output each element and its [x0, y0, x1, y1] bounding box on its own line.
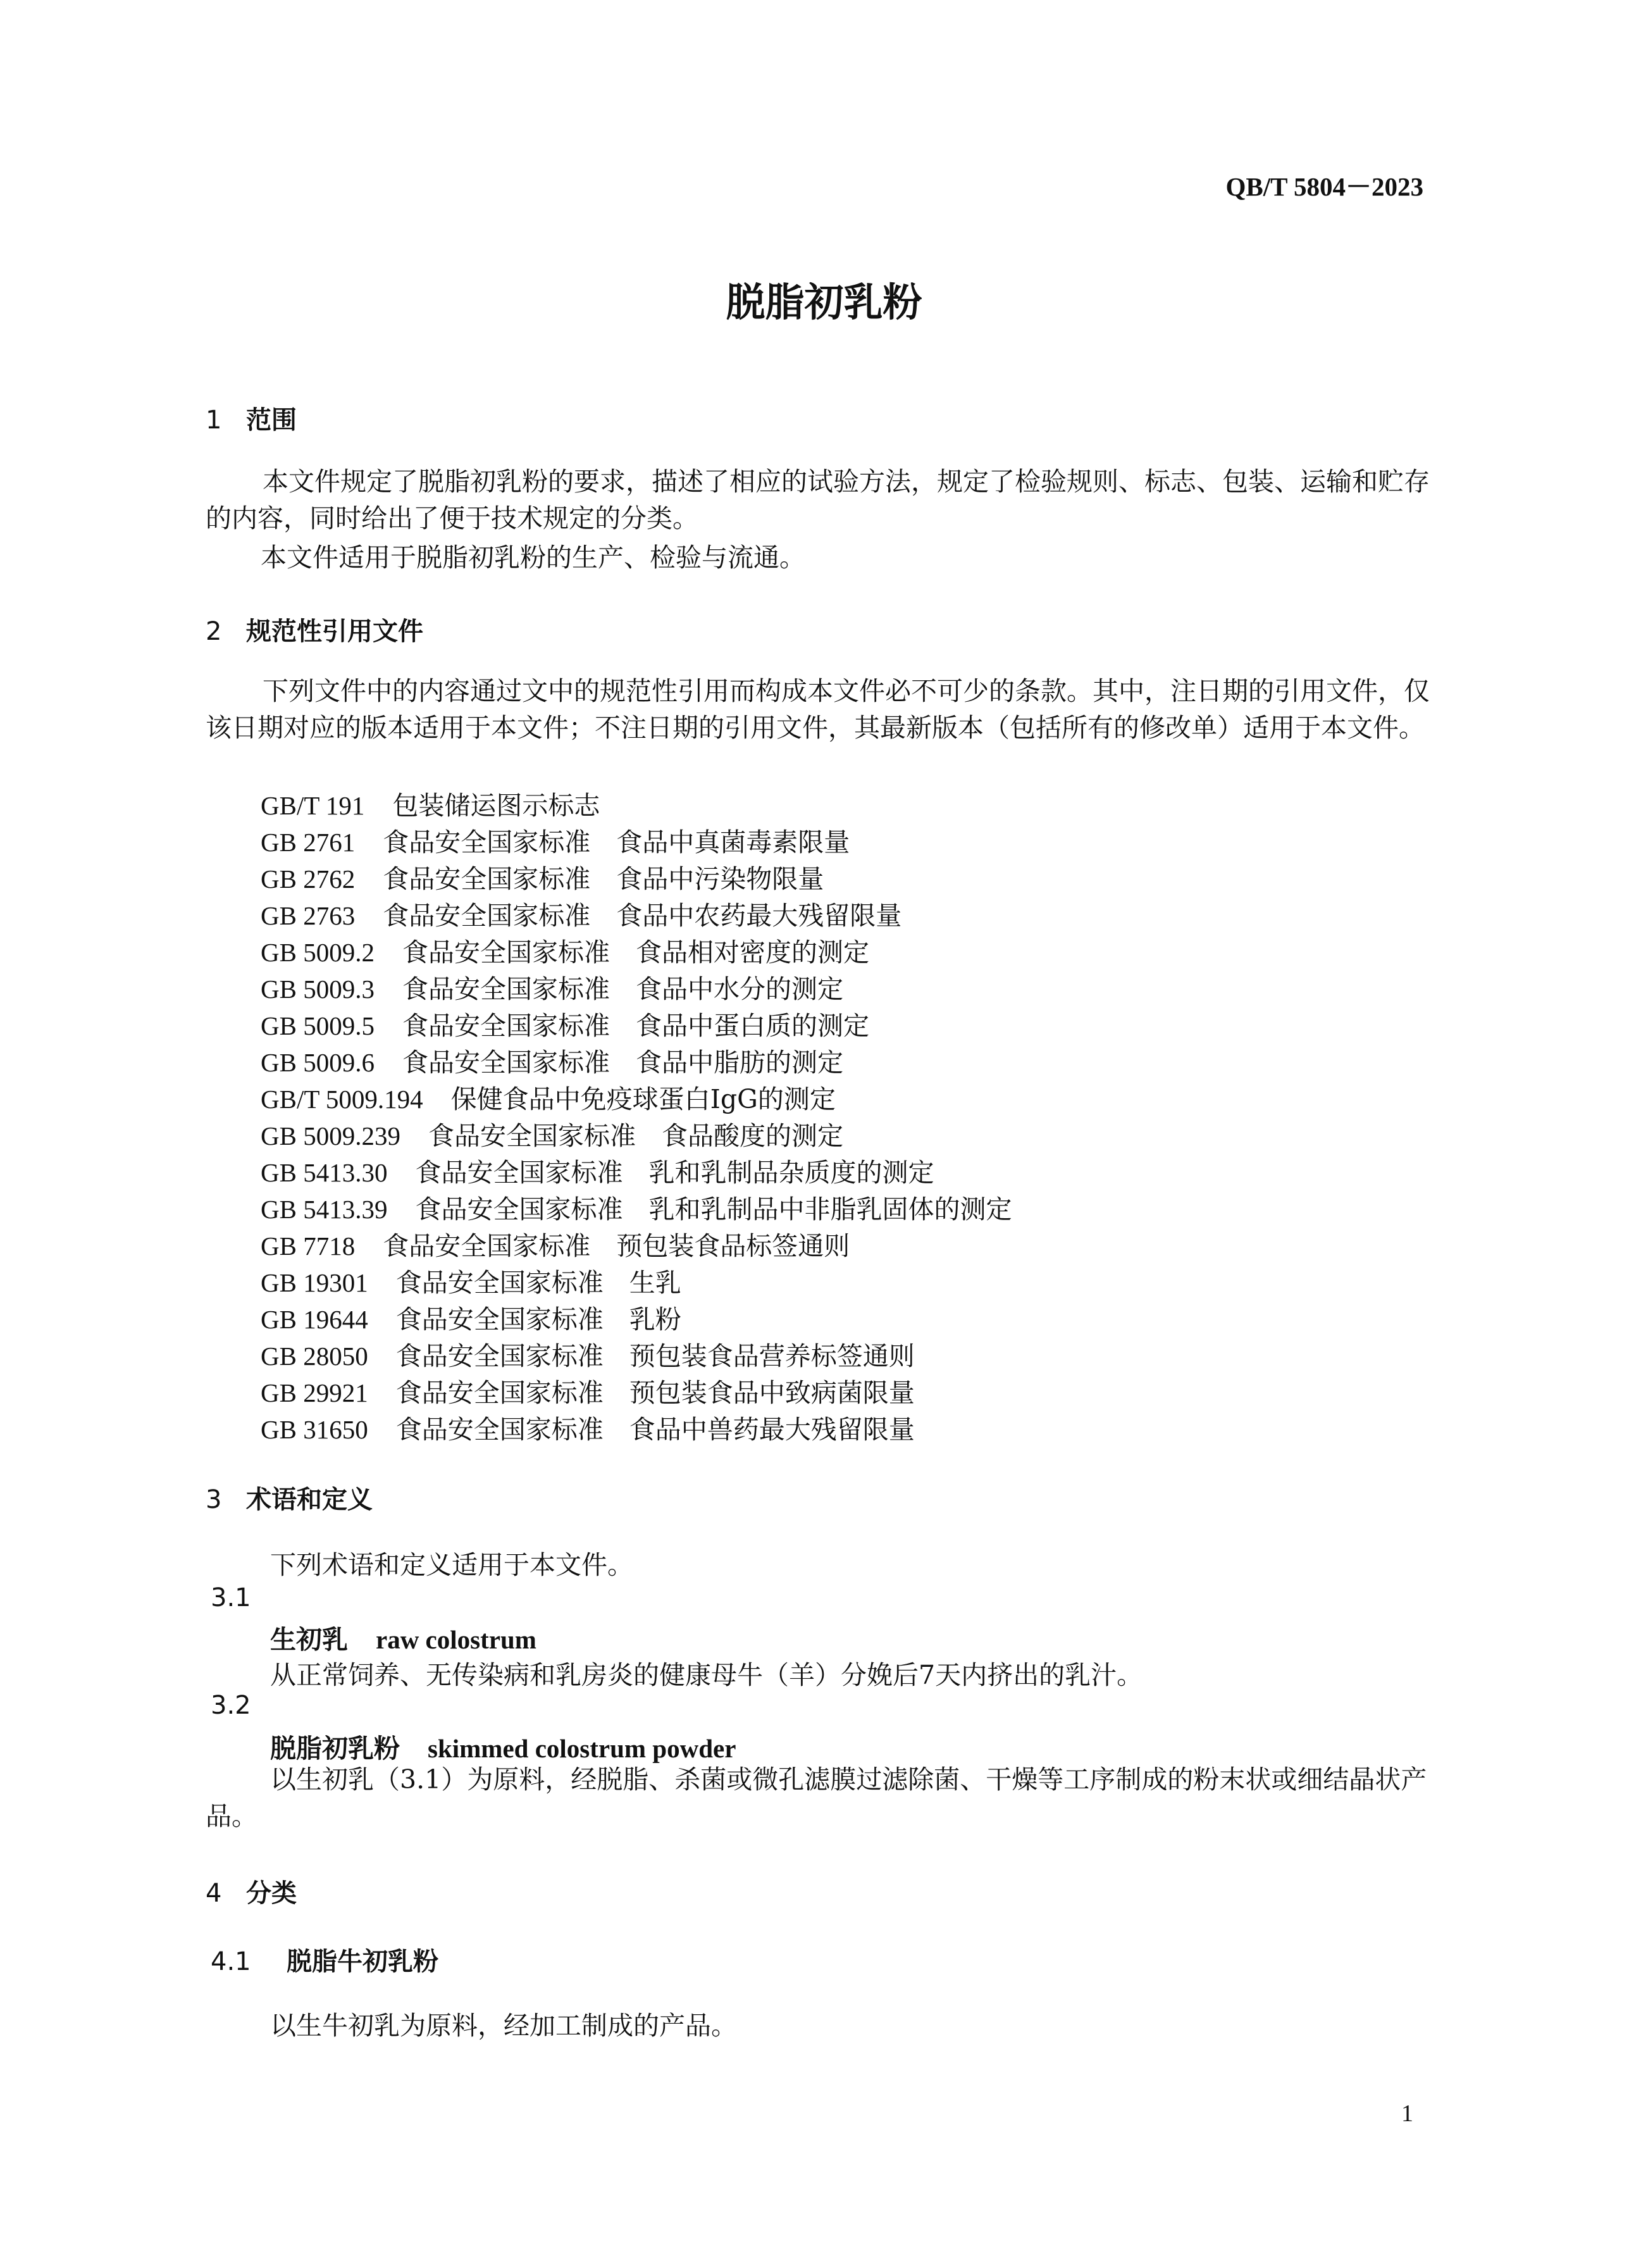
- reference-item: [261, 1335, 915, 1373]
- reference-title: 食品安全国家标准 乳和乳制品中非脂乳固体的测定: [415, 1194, 1012, 1224]
- reference-title: 食品安全国家标准 乳粉: [395, 1304, 681, 1335]
- reference-title: 食品安全国家标准 生乳: [395, 1268, 681, 1298]
- reference-code: GB 28050: [261, 1342, 368, 1371]
- reference-item: [261, 1042, 843, 1079]
- section-3-heading: [206, 1480, 373, 1516]
- term-chinese: 生初乳: [270, 1624, 348, 1655]
- reference-code: GB 5413.30: [261, 1158, 388, 1187]
- section-1-heading: [206, 400, 297, 436]
- term-heading: [270, 1619, 536, 1656]
- section-title: 术语和定义: [246, 1485, 373, 1514]
- term-definition: 从正常饲养、无传染病和乳房炎的健康母牛（羊）分娩后7天内挤出的乳汁。: [270, 1660, 1143, 1690]
- reference-item: [261, 858, 824, 895]
- reference-code: GB 5009.2: [261, 938, 375, 967]
- paragraph-text: 本文件规定了脱脂初乳粉的要求，描述了相应的试验方法，规定了检验规则、标志、包装、运输和贮存的内容，同时给出了便于技术规定的分类。: [206, 466, 1430, 533]
- reference-item: [261, 1372, 915, 1409]
- reference-title: 食品安全国家标准 食品中蛋白质的测定: [402, 1011, 869, 1041]
- reference-code: GB 5009.239: [261, 1121, 400, 1150]
- reference-code: GB 2762: [261, 864, 356, 894]
- section-number: 3: [206, 1485, 222, 1514]
- reference-title: 食品安全国家标准 食品相对密度的测定: [402, 937, 869, 968]
- document-title: 脱脂初乳粉: [726, 279, 922, 325]
- page-number: 1: [1401, 2100, 1413, 2127]
- reference-title: 食品安全国家标准 食品中农药最大残留限量: [383, 900, 902, 931]
- term-english: skimmed colostrum powder: [428, 1734, 736, 1763]
- section-2-heading: [206, 611, 423, 647]
- subsection-4-1-text: 以生牛初乳为原料，经加工制成的产品。: [270, 2010, 737, 2041]
- reference-code: GB 2763: [261, 901, 356, 930]
- reference-code: GB 5009.6: [261, 1048, 375, 1077]
- section-1-paragraph-2: 本文件适用于脱脂初乳粉的生产、检验与流通。: [261, 542, 805, 573]
- reference-title: 食品安全国家标准 食品中脂肪的测定: [402, 1047, 843, 1078]
- section-title: 范围: [246, 406, 297, 435]
- subsection-title: 脱脂牛初乳粉: [287, 1947, 438, 1976]
- reference-code: GB 7718: [261, 1231, 356, 1261]
- reference-code: GB 19644: [261, 1305, 368, 1334]
- section-number: 2: [206, 617, 222, 646]
- reference-code: GB 31650: [261, 1415, 368, 1444]
- section-4-heading: [206, 1873, 297, 1909]
- reference-title: 食品安全国家标准 预包装食品标签通则: [383, 1231, 850, 1261]
- term-definition: [206, 1761, 1439, 1835]
- reference-code: GB/T 5009.194: [261, 1085, 423, 1114]
- reference-title: 食品安全国家标准 食品中真菌毒素限量: [383, 827, 850, 857]
- reference-title: 食品安全国家标准 食品酸度的测定: [428, 1121, 843, 1151]
- reference-code: GB 5009.5: [261, 1011, 375, 1040]
- reference-item: [261, 1409, 915, 1446]
- reference-code: GB 5009.3: [261, 975, 375, 1004]
- section-number: 4: [206, 1879, 222, 1908]
- reference-item: [261, 1152, 934, 1189]
- reference-title: 保健食品中免疫球蛋白IgG的测定: [450, 1084, 836, 1114]
- subsection-number: 4.1: [211, 1947, 251, 1976]
- paragraph-text: 以生初乳（3.1）为原料，经脱脂、杀菌或微孔滤膜过滤除菌、干燥等工序制成的粉末状或细结晶状产品。: [206, 1764, 1427, 1831]
- reference-item: [261, 1188, 1012, 1226]
- section-number: 1: [206, 406, 222, 435]
- term-number: 3.1: [211, 1583, 251, 1612]
- subsection-4-1-heading: [211, 1941, 438, 1978]
- term-english: raw colostrum: [376, 1625, 536, 1654]
- reference-item: [261, 968, 843, 1006]
- term-chinese: 脱脂初乳粉: [270, 1733, 400, 1764]
- reference-title: 食品安全国家标准 食品中污染物限量: [383, 864, 824, 894]
- reference-item: [261, 1005, 869, 1042]
- reference-item: [261, 1262, 681, 1299]
- reference-item: [261, 1225, 850, 1262]
- reference-code: GB 5413.39: [261, 1195, 388, 1224]
- reference-title: 食品安全国家标准 乳和乳制品杂质度的测定: [415, 1157, 934, 1188]
- reference-code: GB 19301: [261, 1268, 368, 1297]
- section-title: 分类: [246, 1879, 297, 1908]
- reference-title: 食品安全国家标准 预包装食品中致病菌限量: [395, 1378, 915, 1408]
- reference-item: [261, 821, 850, 859]
- reference-title: 食品安全国家标准 预包装食品营养标签通则: [395, 1341, 915, 1371]
- reference-item: [261, 785, 600, 822]
- document-code: QB/T 5804－2023: [1225, 172, 1423, 201]
- term-number: 3.2: [211, 1691, 251, 1720]
- reference-code: GB 29921: [261, 1378, 368, 1407]
- reference-code: GB/T 191: [261, 791, 365, 820]
- reference-item: [261, 1299, 681, 1336]
- reference-item: [261, 1115, 843, 1152]
- reference-title: 食品安全国家标准 食品中水分的测定: [402, 974, 843, 1004]
- reference-code: GB 2761: [261, 828, 356, 857]
- reference-title: 食品安全国家标准 食品中兽药最大残留限量: [395, 1414, 915, 1445]
- reference-title: 包装储运图示标志: [392, 790, 600, 821]
- reference-item: [261, 932, 869, 969]
- reference-item: [261, 895, 901, 932]
- term-heading: [270, 1728, 736, 1765]
- section-title: 规范性引用文件: [246, 617, 423, 646]
- section-1-paragraph-1: [206, 463, 1439, 537]
- paragraph-text: 下列文件中的内容通过文中的规范性引用而构成本文件必不可少的条款。其中，注日期的引用文件，仅该日期对应的版本适用于本文件；不注日期的引用文件，其最新版本（包括所有的修改单）适用于本文件。: [206, 676, 1430, 743]
- reference-item: [261, 1078, 836, 1116]
- section-3-intro: 下列术语和定义适用于本文件。: [270, 1550, 633, 1580]
- section-2-paragraph-1: [206, 673, 1439, 746]
